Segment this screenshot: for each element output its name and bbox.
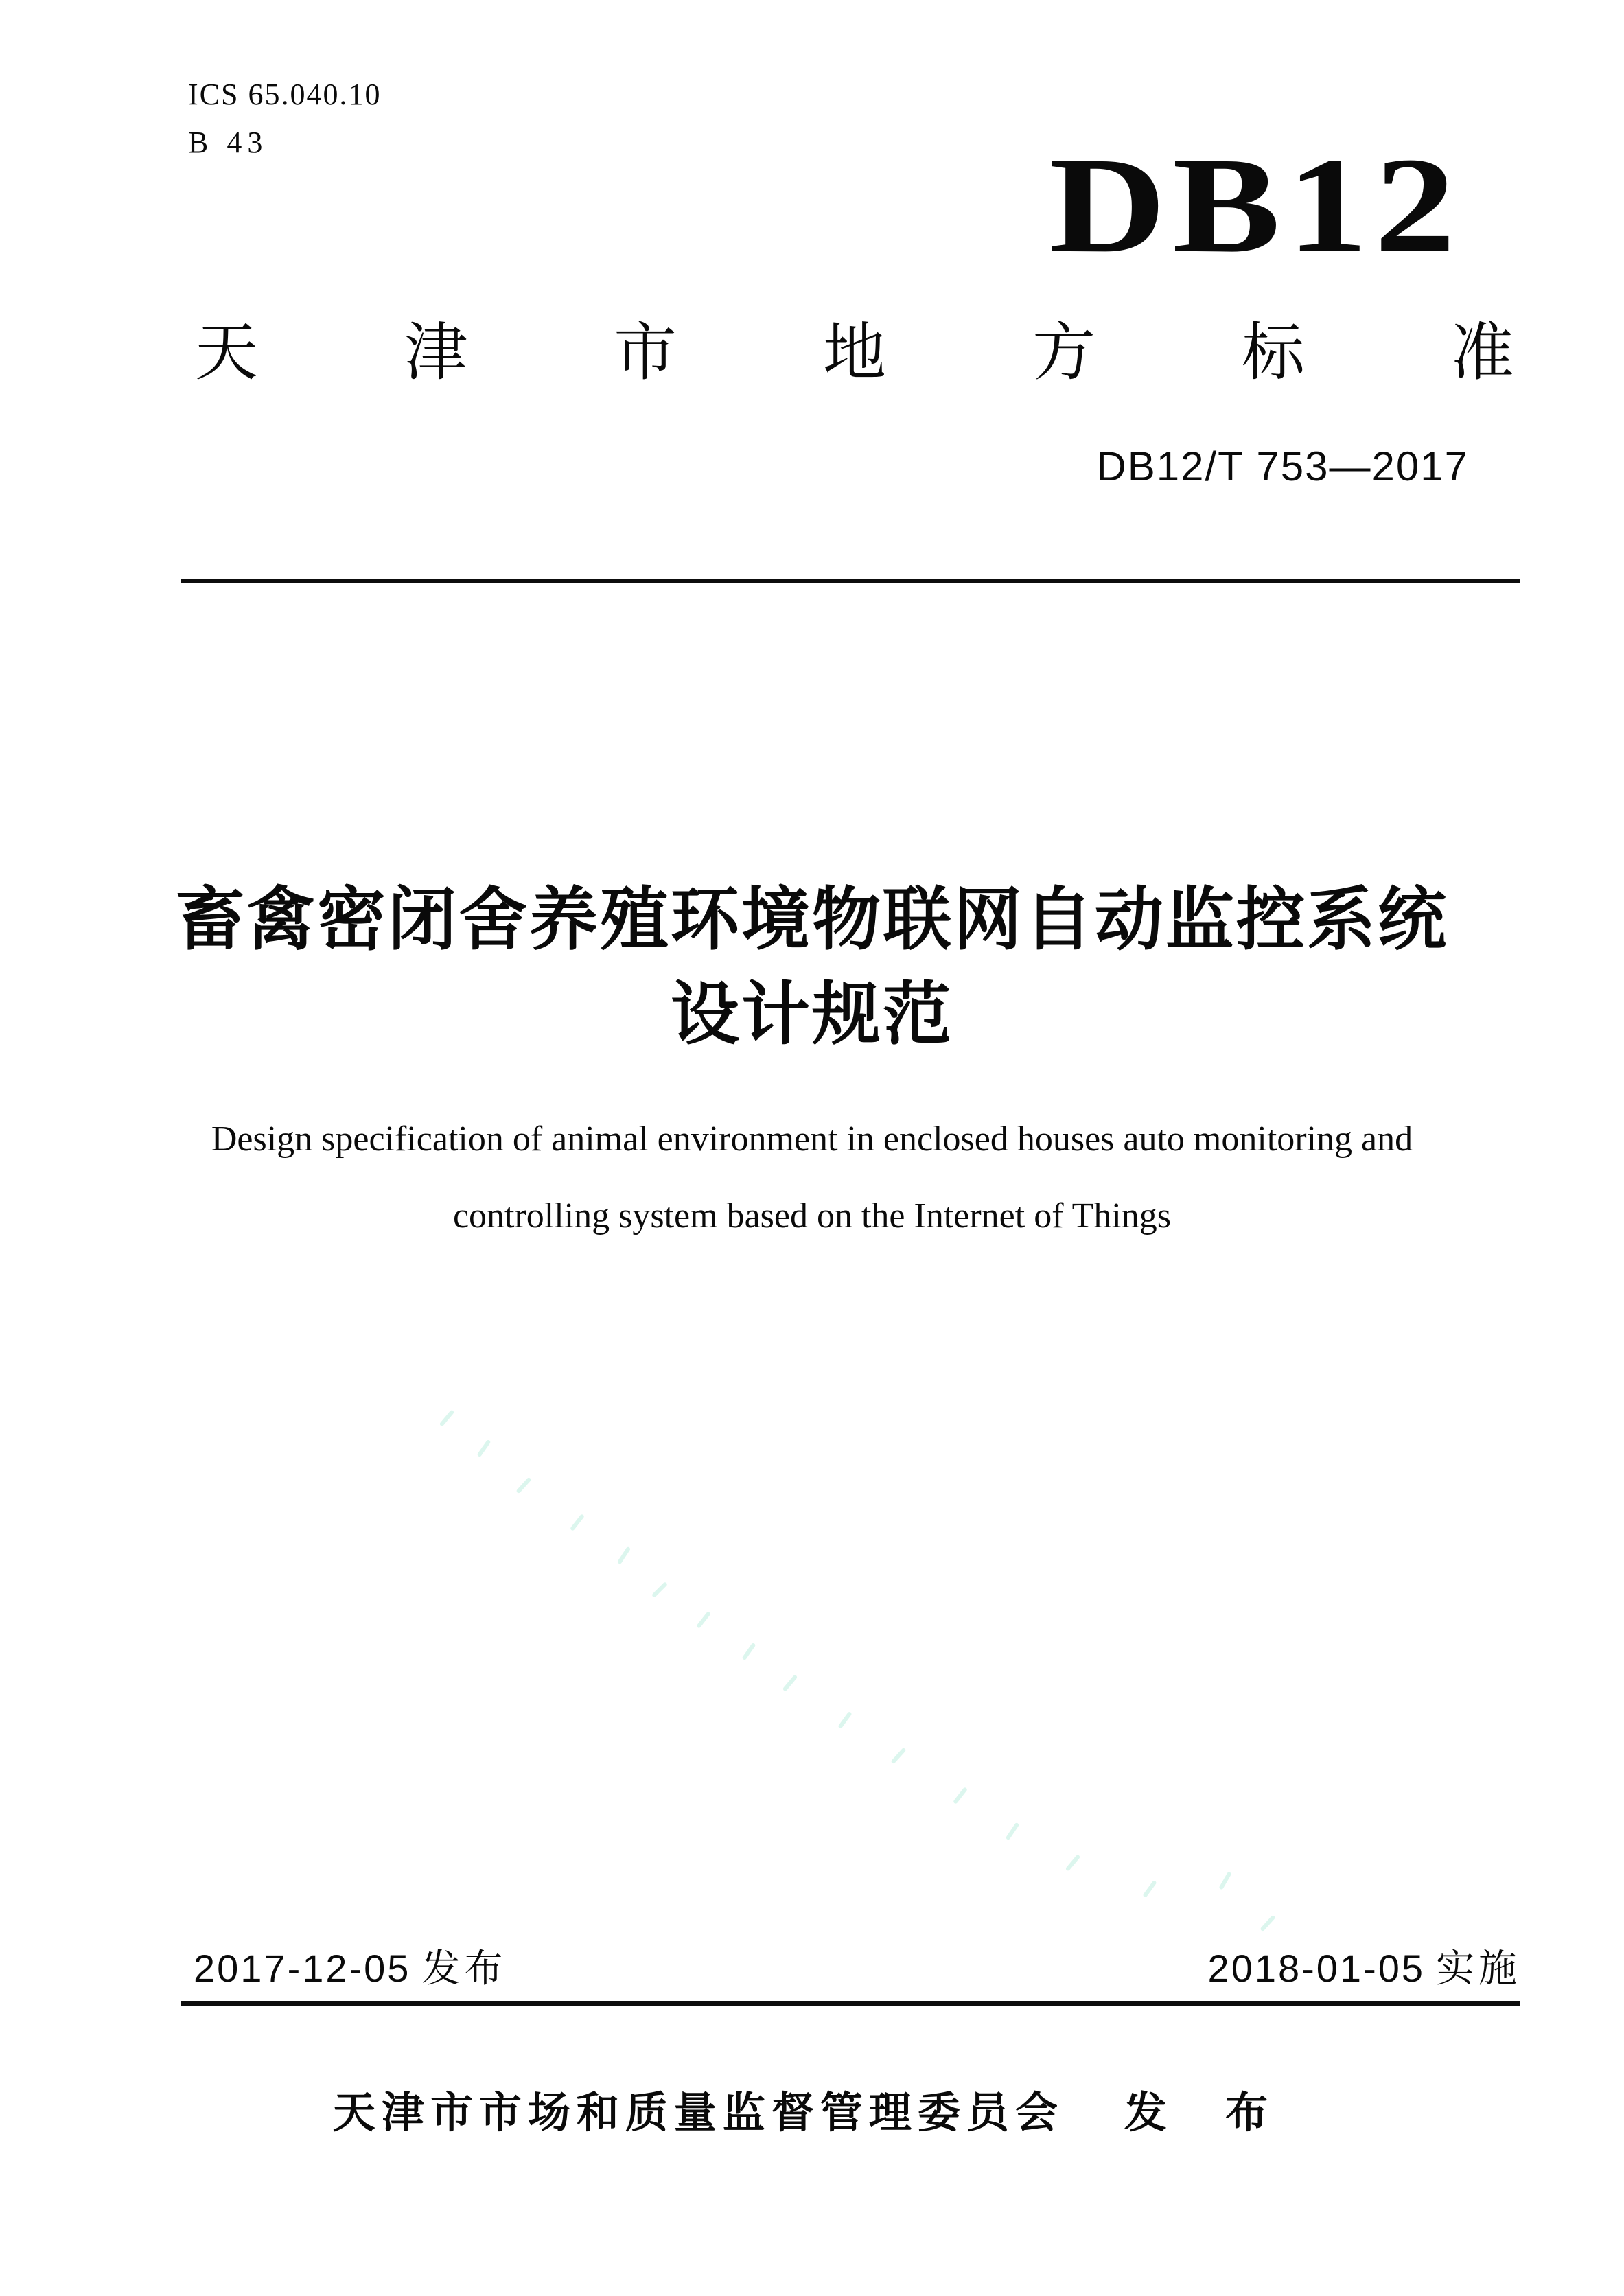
watermark-speck	[439, 1409, 455, 1426]
title-en-line1: Design specification of animal environment in enclosed houses auto monitoring and	[211, 1120, 1413, 1159]
watermark-speck	[477, 1439, 491, 1457]
title-en-block	[0, 1101, 1624, 1255]
standard-type-title	[195, 318, 1514, 388]
watermark-speck	[570, 1514, 585, 1531]
char: 市	[613, 318, 677, 388]
watermark-speck	[696, 1611, 711, 1629]
publish-action: 发 布	[1124, 2089, 1292, 2137]
footer-rule	[181, 2001, 1520, 2006]
watermark-speck	[1142, 1880, 1157, 1898]
implement-label: 实施	[1436, 1947, 1521, 1990]
char: 地	[822, 318, 886, 388]
watermark-speck	[782, 1674, 798, 1691]
implement-date: 2018-01-05	[1207, 1947, 1425, 1990]
issue-date-group	[194, 1949, 507, 1988]
ics-code: ICS 65.040.10	[188, 78, 382, 111]
title-en-line2: controlling system based on the Internet of Things	[452, 1196, 1172, 1236]
watermark-speck	[1218, 1871, 1231, 1890]
watermark-speck	[1006, 1822, 1020, 1841]
char: 准	[1450, 318, 1514, 388]
watermark-speck	[890, 1748, 906, 1765]
publisher-row	[0, 2089, 1624, 2137]
watermark-speck	[651, 1581, 668, 1598]
publisher-name: 天津市市场和质量监督管理委员会	[332, 2089, 1064, 2137]
char: 标	[1241, 318, 1305, 388]
header-rule	[181, 579, 1520, 583]
watermark-speck	[515, 1477, 531, 1494]
title-cn-line1: 畜禽密闭舍养殖环境物联网自动监控系统	[176, 881, 1448, 958]
watermark-speck	[617, 1546, 631, 1565]
watermark-speck	[953, 1787, 968, 1805]
standard-code-logo: DB12	[1049, 130, 1462, 281]
char: 津	[404, 318, 467, 388]
classification-code: B 43	[188, 126, 268, 159]
watermark-speck	[1065, 1854, 1081, 1871]
char: 方	[1032, 318, 1095, 388]
issue-date: 2017-12-05	[194, 1947, 411, 1990]
watermark-speck	[1260, 1915, 1275, 1932]
title-cn-line2: 设计规范	[671, 976, 953, 1053]
standard-number: DB12/T 753—2017	[1096, 443, 1469, 489]
watermark-speck	[837, 1711, 852, 1729]
issue-label: 发布	[421, 1947, 507, 1990]
char: 天	[195, 318, 259, 388]
dates-row	[194, 1949, 1521, 1988]
watermark-speck	[742, 1643, 756, 1660]
implement-date-group	[1208, 1949, 1521, 1988]
